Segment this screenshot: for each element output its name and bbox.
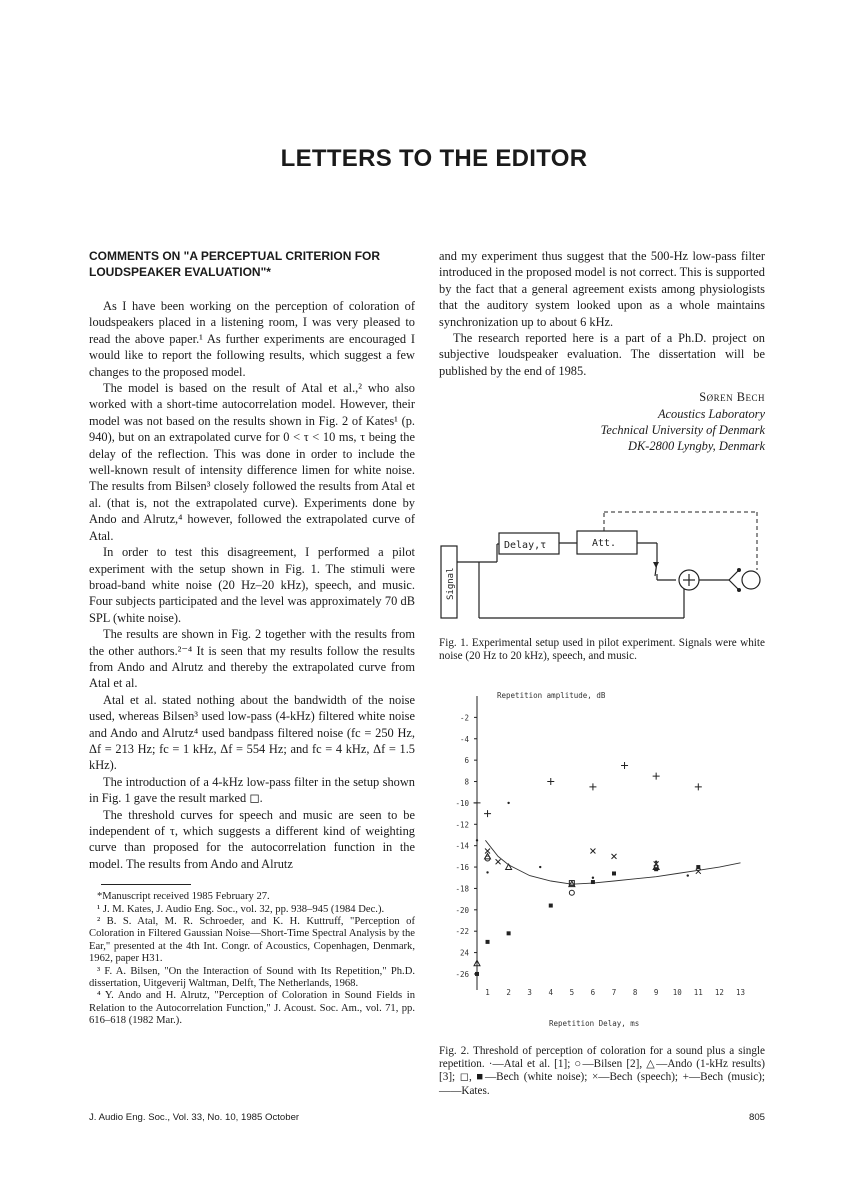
filled-square-point [612, 871, 616, 875]
page-header: LETTERS TO THE EDITOR [280, 145, 588, 172]
plus-point [547, 778, 554, 785]
paragraph: As I have been working on the perception of coloration of loudspeakers placed in a listening room, I was very pleased to read the above paper.¹ As further experiments are encouraged I would like to report the following results, which suggest a few changes to the proposed model. [89, 299, 415, 379]
y-tick-label: -14 [455, 841, 469, 851]
affiliation-line: Technical University of Denmark [600, 423, 765, 438]
y-tick-label: -16 [455, 863, 469, 873]
paragraph: The results are shown in Fig. 2 together with the results from the other authors.²⁻⁴ It is seen that my results follow the results from Ando and Alrutz and thereby the extrapolated curve from Atal et al. [89, 627, 415, 691]
x-tick-label: 4 [548, 988, 554, 997]
circle-point [569, 890, 574, 895]
att-label: Att. [592, 538, 617, 549]
left-column [89, 248, 415, 1028]
plus-point [653, 773, 660, 780]
footnote: ¹ J. M. Kates, J. Audio Eng. Soc., vol. 32, pp. 938–945 (1984 Dec.). [97, 903, 385, 915]
signal-label: Signal [446, 567, 456, 600]
x-tick-label: 12 [714, 988, 724, 997]
paragraph: In order to test this disagreement, I performed a pilot experiment with the setup shown in Fig. 1. The stimuli were broad-band white noise (20 Hz–20 kHz), speech, and music. Four subjects participated and the level was approximately 70 dB SPL (white noise). [89, 545, 415, 625]
right-column [439, 248, 765, 455]
dot-point [486, 871, 488, 873]
dot-point [507, 802, 509, 804]
y-tick-label: -18 [455, 884, 469, 894]
y-tick-label: 8 [464, 777, 469, 787]
footnote: *Manuscript received 1985 February 27. [97, 891, 270, 903]
y-tick-label: 24 [459, 948, 469, 958]
y-tick-label: -26 [455, 969, 469, 979]
x-tick-label: 11 [693, 988, 703, 997]
page-number: 805 [748, 1112, 765, 1123]
y-tick-label: -10 [455, 798, 469, 808]
author-name: Søren Bech [699, 390, 765, 405]
filled-square-point [591, 880, 595, 884]
paragraph: and my experiment thus suggest that the 500-Hz low-pass filter introduced in the proposed model is not correct. This is supported by the fact that a general agreement exists among physiologists that the auditory system looked upon as a whole maintains synchronization up to about 6 kHz. [439, 249, 765, 329]
signature-block [439, 389, 765, 455]
figure-1-caption: Fig. 1. Experimental setup used in pilot experiment. Signals were white noise (20 Hz to 20 kHz), speech, and music. [439, 637, 765, 663]
chart-ylabel: Repetition amplitude, dB [497, 691, 606, 700]
plus-point [621, 762, 628, 769]
affiliation-line: Acoustics Laboratory [657, 406, 765, 421]
x-tick-label: 9 [653, 988, 659, 997]
filled-square-point [549, 904, 553, 908]
filled-square-point [475, 972, 479, 976]
footnote: ² B. S. Atal, M. R. Schroeder, and K. H. Kuttruff, "Perception of Coloration in Filtered Gaussian Noise—Short-Time Spectral Analysis by the Ear," presented at the 4th Int. Congr. of Acoustics, Copenhagen, Denmark, 1962, paper H31. [89, 916, 415, 965]
x-tick-label: 13 [735, 988, 745, 997]
x-tick-label: 7 [611, 988, 617, 997]
paragraph: The threshold curves for speech and music are seen to be independent of τ, which suggests a different kind of weighting curve than proposed for the autocorrelation function in the model. The results from Ando and Alrutz [89, 807, 415, 871]
plus-point [589, 783, 596, 790]
triangle-point [506, 864, 512, 870]
footnote: ⁴ Y. Ando and H. Alrutz, "Perception of Coloration in Sound Fields in Relation to the Autocorrelation Function," J. Acoust. Soc. Am., vol. 71, pp. 616–618 (1982 Mar.). [89, 990, 415, 1027]
y-tick-label: 6 [464, 756, 469, 766]
dot-point [539, 866, 541, 868]
y-tick-label: -22 [455, 927, 469, 937]
listener-head [742, 571, 760, 589]
affiliation-line: DK-2800 Lyngby, Denmark [628, 439, 765, 454]
paragraph: The model is based on the result of Atal et al.,² who also worked with a short-time autocorrelation model. However, their model was not based on the results shown in Fig. 2 of Kates¹ (p. 940), but on an extrapolated curve for 0 < τ < 10 ms, τ being the delay of the reflection. This was done in order to include the well-known result of intensity difference limen for white noise. The results from Bilsen³ closely followed the results from Atal et al. (that is, not the extrapolated curve). Experiments done by Ando and Alrutz,⁴ however, followed the extrapolated curve of Atal. [89, 381, 415, 543]
journal-footer: J. Audio Eng. Soc., Vol. 33, No. 10, 1985 October [89, 1112, 300, 1123]
plus-point [695, 783, 702, 790]
figure-2-caption: Fig. 2. Threshold of perception of coloration for a sound plus a single repetition. ·—Atal et al. [1]; ○—Bilsen [2], △—Ando (1-kHz results) [3]; ◻, ■—Bech (white noise); ×—Bech (speech); +—Bech (music); ——Kates. [439, 1045, 765, 1097]
kates-curve [485, 840, 740, 884]
paragraph: Atal et al. stated nothing about the bandwidth of the noise used, whereas Bilsen³ used low-pass (4-kHz) filtered white noise and Ando and Alrutz⁴ used bandpass filtered noise (fc = 250 Hz, Δf = 213 Hz; fc = 1 kHz, Δf = 554 Hz; and fc = 4 kHz, Δf = 1.5 kHz). [89, 692, 415, 773]
x-tick-label: 8 [632, 988, 638, 997]
delay-label: Delay,τ [504, 540, 547, 551]
paragraph: The introduction of a 4-kHz low-pass filter in the setup shown in Fig. 1 gave the result marked ◻. [89, 774, 415, 806]
dot-point [655, 861, 657, 863]
x-tick-label: 6 [590, 988, 596, 997]
y-tick-label: -12 [455, 820, 469, 830]
figure-2-chart [439, 688, 765, 1033]
dot-point [476, 839, 478, 841]
cross-point [496, 859, 501, 864]
article-title: COMMENTS ON "A PERCEPTUAL CRITERION FOR LOUDSPEAKER EVALUATION"* [89, 249, 381, 279]
filled-square-point [696, 865, 700, 869]
plus-point [474, 799, 481, 806]
footnote: ³ F. A. Bilsen, "On the Interaction of Sound with Its Repetition," Ph.D. dissertation, Uitgeverij Waltman, Delft, The Netherlands, 1968. [89, 965, 415, 990]
plus-point [484, 810, 491, 817]
x-tick-label: 1 [485, 988, 490, 997]
y-tick-label: -2 [459, 713, 469, 723]
x-tick-label: 3 [527, 988, 532, 997]
y-tick-label: -4 [459, 734, 469, 744]
chart-xlabel: Repetition Delay, ms [549, 1019, 640, 1028]
cross-point [696, 869, 701, 874]
cross-point [590, 849, 595, 854]
filled-square-point [507, 931, 511, 935]
x-tick-label: 5 [569, 988, 575, 997]
footnote-divider [101, 884, 191, 885]
filled-square-point [486, 940, 490, 944]
dot-point [687, 874, 689, 876]
cross-point [612, 854, 617, 859]
y-tick-label: -20 [455, 905, 469, 915]
x-tick-label: 2 [506, 988, 511, 997]
paragraph: The research reported here is a part of a Ph.D. project on subjective loudspeaker evaluation. The dissertation will be published by the end of 1985. [439, 331, 765, 378]
figure-1-diagram [439, 500, 765, 630]
dot-point [592, 877, 594, 879]
x-tick-label: 10 [672, 988, 682, 997]
